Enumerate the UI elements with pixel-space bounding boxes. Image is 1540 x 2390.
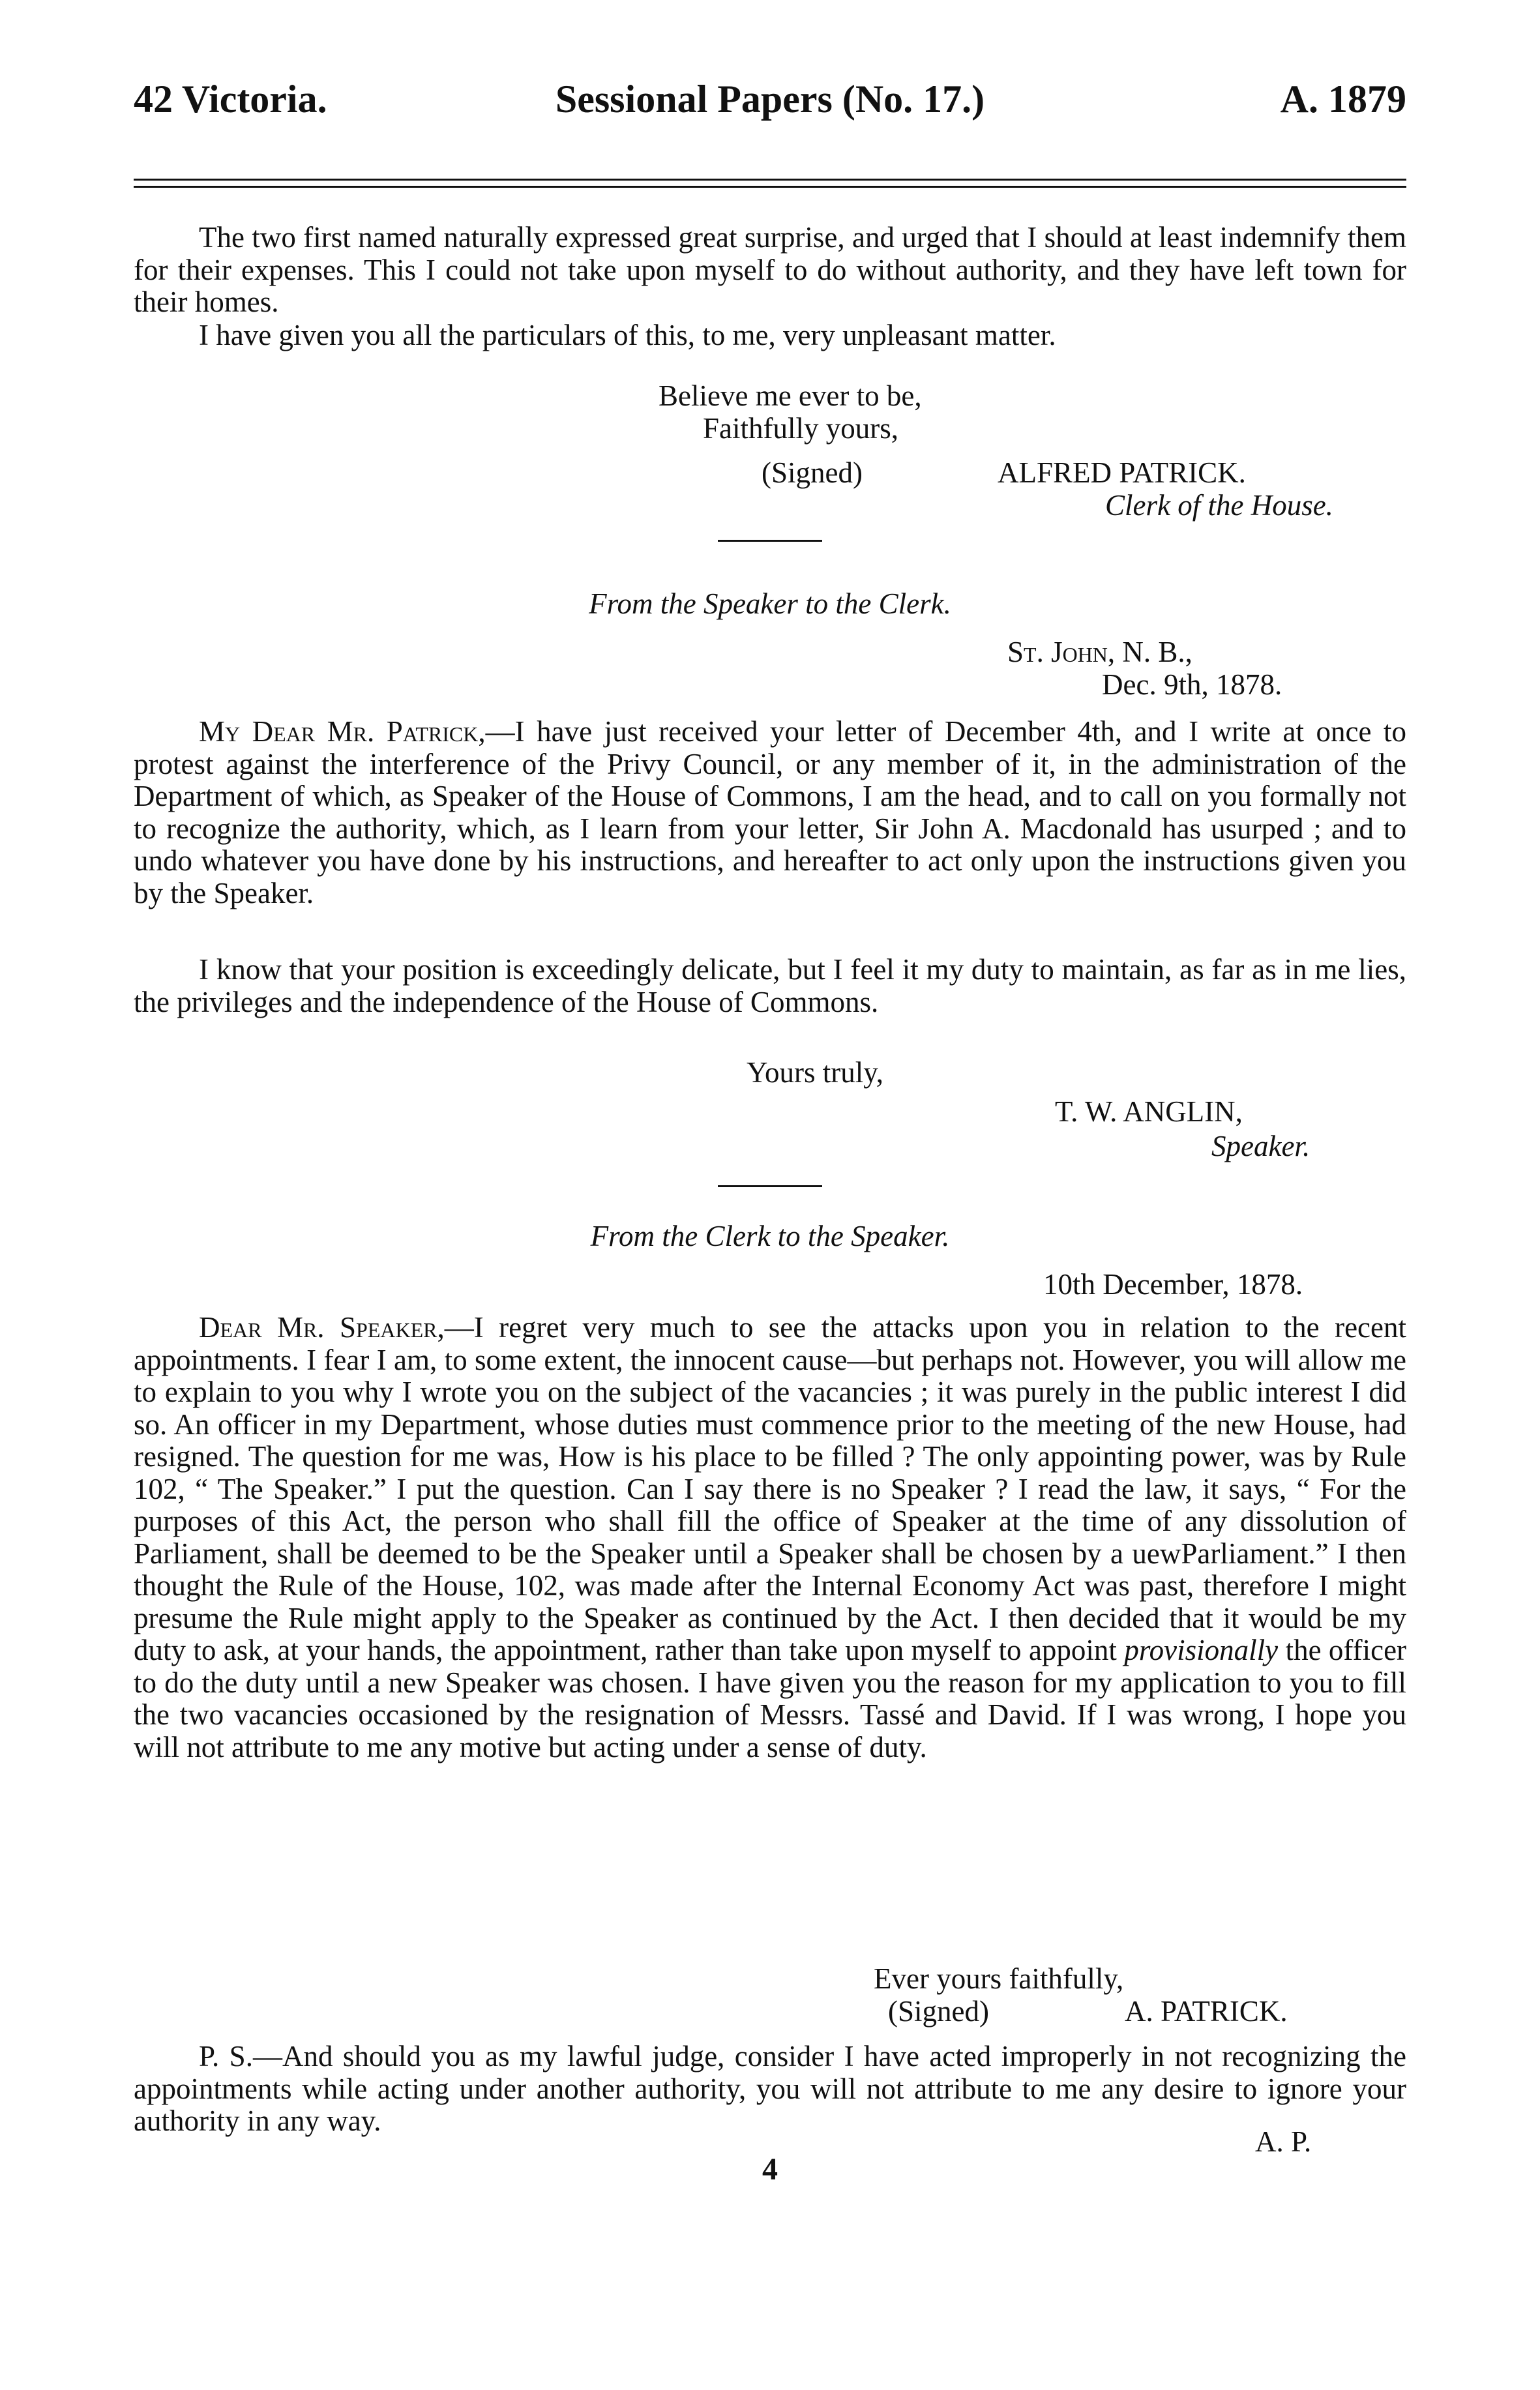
- letter3-date: 10th December, 1878.: [1043, 1268, 1303, 1301]
- letter1-signed: (Signed): [762, 456, 863, 489]
- letter2-salutation: My Dear Mr. Patrick,: [199, 715, 486, 748]
- letter2-signatory-title: Speaker.: [1211, 1130, 1310, 1162]
- letter3-closing: Ever yours faithfully,: [874, 1962, 1124, 1995]
- letter1-closing-1: Believe me ever to be,: [659, 379, 922, 412]
- header-session: 42 Victoria.: [134, 78, 327, 121]
- letter2-paragraph-1: —I have just received your letter of December 4th, and I write at once to protest against the interference of the Privy Council, or any member of it, in the administration of the Department of which, as Speaker of the House of Commons, I am the head, and to call on you formally not to recognize the authority, which, as I learn from your letter, Sir John A. Macdonald has usurped ; and to undo whatever you have done by his instructions, and hereafter to act only upon the instructions given you by the Speaker.: [134, 715, 1406, 909]
- letter1-closing-2: Faithfully yours,: [703, 412, 898, 445]
- letter3-paragraph-1a: —I regret very much to see the attacks upon you in relation to the recent appointments. I fear I am, to some extent, the innocent cause—but perhaps not. However, you will allow me to explain to you why I wrote you on the subject of the vacancies ; it was purely in the public interest I did so. An officer in my Department, whose duties must commence prior to the meeting of the new House, had resigned. The question for me was, How is his place to be filled ? The only appointing power, was by Rule 102, “ The Speaker.” I put the question. Can I say there is no Speaker ? I read the law, it says, “ For the purposes of this Act, the person who shall fill the office of Speaker at the time of any dissolution of Parliament, shall be deemed to be the Speaker until a Speaker shall be chosen by a uewParliament.” I then thought the Rule of the House, 102, was made after the Internal Economy Act was past, therefore I might presume the Rule might apply to the Speaker as continued by the Act. I then decided that it would be my duty to ask, at your hands, the appointment, rather than take upon myself to appoint: [134, 1311, 1406, 1666]
- running-header: [134, 77, 1406, 136]
- letter3-paragraph-1b: the officer to do the duty until a new Speaker was chosen. I have given you the reason for my application to you to fill the two vacancies occasioned by the resignation of Messrs. Tassé and David. If I was wrong, I hope you will not attribute to me any motive but acting under a sense of duty.: [134, 1634, 1407, 1763]
- letter1-paragraph-2: I have given you all the particulars of this, to me, very unpleasant matter.: [199, 319, 1056, 351]
- separator-1: [718, 540, 822, 542]
- letter1-signatory: ALFRED PATRICK.: [998, 456, 1246, 489]
- letter2-date: Dec. 9th, 1878.: [1102, 668, 1282, 701]
- letter1-paragraph-1: The two first named naturally expressed great surprise, and urged that I should at least indemnify them for their expenses. This I could not take upon myself to do without authority, and they have left town for their homes.: [134, 221, 1406, 318]
- header-title: Sessional Papers (No. 17.): [555, 78, 985, 121]
- page-number: 4: [762, 2152, 778, 2187]
- letter3-heading: From the Clerk to the Speaker.: [590, 1220, 950, 1252]
- letter3-salutation: Dear Mr. Speaker,: [199, 1311, 445, 1344]
- letter3-postscript: P. S.—And should you as my lawful judge, consider I have acted improperly in not recognizing the appointments while acting under another authority, you will not attribute to me any desire to ignore your authority in any way.: [134, 2040, 1406, 2137]
- letter2-place: St. John, N. B.,: [1007, 636, 1192, 668]
- letter2-heading: From the Speaker to the Clerk.: [589, 587, 951, 620]
- letter3-signed: (Signed): [888, 1995, 989, 2028]
- letter3-ps-initials: A. P.: [1255, 2125, 1312, 2158]
- header-rule-top: [134, 179, 1406, 181]
- separator-2: [718, 1185, 822, 1187]
- letter2-signatory: T. W. ANGLIN,: [1055, 1095, 1243, 1128]
- letter2-body: [134, 716, 1406, 909]
- letter3-emphasis: provisionally: [1124, 1634, 1279, 1666]
- letter3-signatory: A. PATRICK.: [1125, 1995, 1288, 2028]
- header-year: A. 1879: [1280, 78, 1406, 121]
- letter1-signatory-title: Clerk of the House.: [1105, 489, 1333, 522]
- letter3-body: [134, 1312, 1406, 1763]
- letter2-closing: Yours truly,: [747, 1056, 884, 1089]
- header-rule-bottom: [134, 186, 1406, 188]
- letter2-paragraph-2: I know that your position is exceedingly delicate, but I feel it my duty to maintain, as far as in me lies, the privileges and the independence of the House of Commons.: [134, 953, 1406, 1018]
